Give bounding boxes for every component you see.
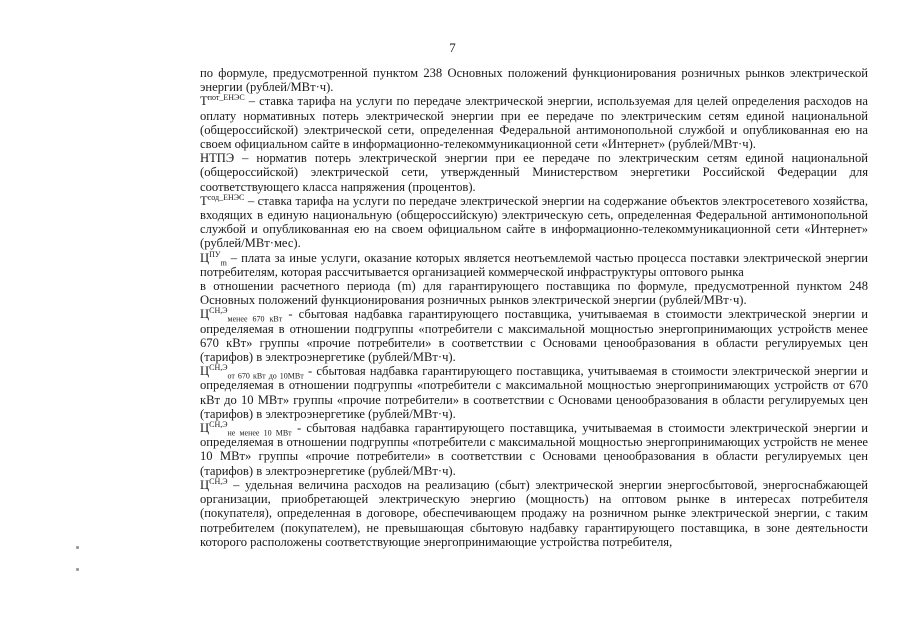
paragraph-text: в отношении расчетного периода (m) для гарантирующего поставщика по формуле, предусмотренной пунктом 248 Основных положений функционирования розничных рынков электрической энергии (рублей/МВт·ч). xyxy=(200,279,868,308)
paragraph-t-sod-enes xyxy=(200,194,868,251)
paragraph-text: НТПЭ – норматив потерь электрической энергии при ее передаче по электрическим сетям единой национальной (общероссийской) электрической сети, утвержденный Министерством энергетики Российской Федерации для соответствующего класса напряжения (процентов). xyxy=(200,151,868,194)
symbol-c: Ц xyxy=(200,250,210,265)
paragraph-text: по формуле, предусмотренной пунктом 238 Основных положений функционирования розничных рынков электрической энергии (рублей/МВт·ч). xyxy=(200,66,868,95)
symbol-superscript: ПУ xyxy=(209,249,221,259)
paragraph-text: - сбытовая надбавка гарантирующего поставщика, учитываемая в стоимости электрической энергии и определяемая в отношении подгруппы «потребители с максимальной мощностью энергопринимающих устройств не менее 10 МВт» группы «прочие потребители» в соответствии с Основами ценообразования в области регулируемых цен (тарифов) в электроэнергетике (рублей/МВт·ч). xyxy=(200,421,868,478)
paragraph-text: – ставка тарифа на услуги по передаче электрической энергии, используемая для целей определения расходов на оплату нормативных потерь электрической энергии при ее передаче по электрическим сетям единой национальной (общероссийской) электрической сети, определенная Федеральной антимонопольной службой и опубликованная ею на своем официальном сайте в информационно-телекоммуникационной сети «Интернет» (рублей/МВт·ч). xyxy=(200,94,868,152)
scan-speck xyxy=(76,546,79,549)
symbol-t: T xyxy=(200,94,208,109)
paragraph-period-ref xyxy=(200,279,868,307)
page-number: 7 xyxy=(449,40,456,55)
paragraph-text: – удельная величина расходов на реализацию (сбыт) электрической энергии энергосбытовой, энергоснабжающей организации, приобретающей электрическую энергию (мощность) на оптовом рынке в интересах потребителя (покупателя), определенная в договоре, обеспечивающем продажу на розничном рынке электрической энергии, с таким потребителем (покупателем), не превышающая сбытовую надбавку гарантирующего поставщика, в зоне деятельности которого расположены соответствующие энергопринимающие устройства потребителя, xyxy=(200,477,868,549)
paragraph-c-sn-670-10 xyxy=(200,364,868,421)
paragraph-c-sn xyxy=(200,478,868,549)
symbol-subscript: от 670 кВт до 10МВт xyxy=(227,371,304,381)
symbol-subscript: не менее 10 МВт xyxy=(227,428,292,438)
symbol-subscript: менее 670 кВт xyxy=(227,314,283,324)
symbol-superscript: СН,Э xyxy=(209,419,228,429)
symbol-t: T xyxy=(200,193,208,208)
symbol-subscript: m xyxy=(220,258,227,268)
symbol-superscript: СН,Э xyxy=(209,363,228,373)
symbol-superscript: СН,Э xyxy=(209,306,228,316)
paragraph-c-sn-less-670 xyxy=(200,307,868,364)
symbol-superscript: СН,Э xyxy=(209,476,228,486)
symbol-superscript: сод_ЕНЭС xyxy=(207,192,245,202)
paragraph-text: - сбытовая надбавка гарантирующего поставщика, учитываемая в стоимости электрической энергии и определяемая в отношении подгруппы «потребители с максимальной мощностью энергопринимающих устройств от 670 кВт до 10 МВт» группы «прочие потребители» в соответствии с Основами ценообразования в области регулируемых цен (тарифов) в электроэнергетике (рублей/МВт·ч). xyxy=(200,364,868,421)
symbol-c: Ц xyxy=(200,477,210,492)
paragraph-c-pu xyxy=(200,251,868,279)
document-body xyxy=(200,66,868,549)
symbol-c: Ц xyxy=(200,364,210,379)
scan-speck xyxy=(76,568,79,571)
paragraph-text: – ставка тарифа на услуги по передаче электрической энергии на содержание объектов электросетевого хозяйства, входящих в единую национальную (общероссийскую) электрическую сеть, определенная Федеральной антимонопольной службой и опубликованная ею на своем официальном сайте в информационно-телекоммуникационной сети «Интернет» (рублей/МВт·мес). xyxy=(200,193,868,251)
symbol-superscript: пот_ЕНЭС xyxy=(207,93,245,103)
paragraph-formula-ref xyxy=(200,66,868,94)
paragraph-text: - сбытовая надбавка гарантирующего поставщика, учитываемая в стоимости электрической энергии и определяемая в отношении подгруппы «потребители с максимальной мощностью энергопринимающих устройств менее 670 кВт» группы «прочие потребители» в соответствии с Основами ценообразования в области регулируемых цен (тарифов) в электроэнергетике (рублей/МВт·ч). xyxy=(200,307,868,365)
symbol-c: Ц xyxy=(200,307,210,322)
symbol-c: Ц xyxy=(200,421,210,436)
paragraph-c-sn-not-less-10 xyxy=(200,421,868,478)
paragraph-t-pot-enes xyxy=(200,94,868,151)
paragraph-text: – плата за иные услуги, оказание которых является неотъемлемой частью процесса поставки электрической энергии потребителям, которая рассчитывается организацией коммерческой инфраструктуры оптового рынка xyxy=(200,250,868,279)
paragraph-ntpe xyxy=(200,151,868,194)
